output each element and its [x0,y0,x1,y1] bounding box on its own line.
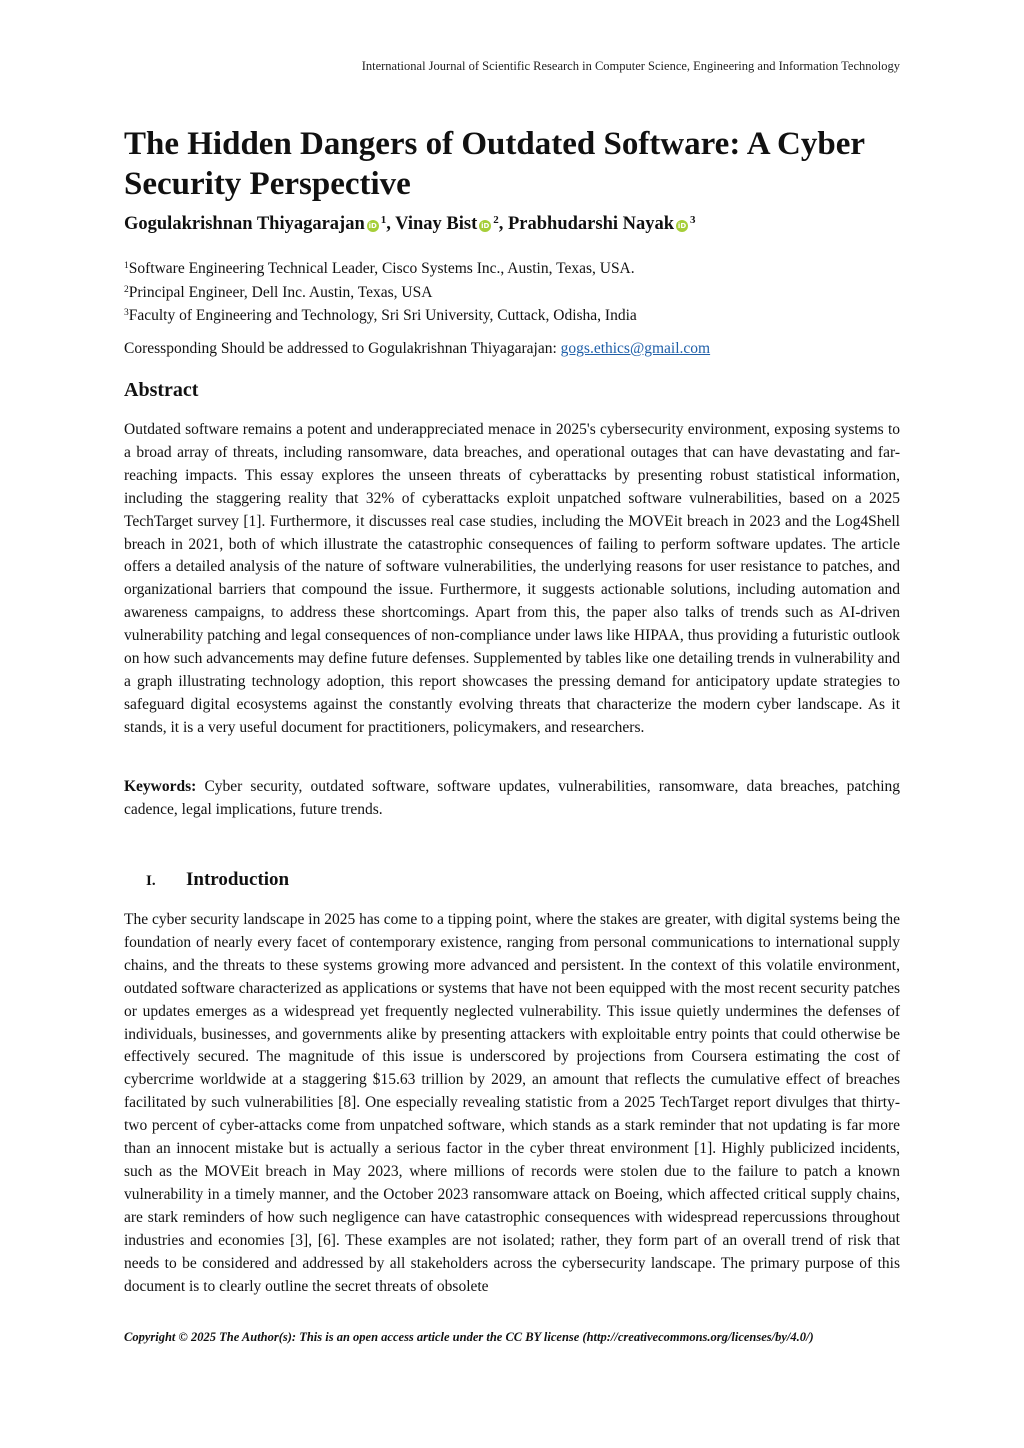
email-link[interactable]: gogs.ethics@gmail.com [560,340,711,357]
orcid-icon[interactable]: iD [368,222,377,230]
author-separator: , [386,214,396,234]
author-name: Prabhudarshi Nayak [508,214,675,234]
section-heading [146,869,289,891]
affiliation-number: 2 [124,284,129,295]
author-list [124,214,904,235]
affiliation-item [124,280,904,304]
correspondence-line [124,340,710,358]
author-name: Vinay Bist [395,214,478,234]
copyright-footer: Copyright © 2025 The Author(s): This is an open access article under the CC BY license (http://creativecommons.org/licenses/by/4.0/) [124,1330,814,1344]
affiliation-list [124,256,904,327]
correspondence-label: Coressponding Should be addressed to Gogulakrishnan Thiyagarajan: [124,340,561,357]
keywords-paragraph [124,776,900,822]
orcid-icon[interactable]: iD [481,222,490,230]
author-affiliation-number: 3 [690,214,696,226]
affiliation-text: Faculty of Engineering and Technology, Sri Sri University, Cuttack, Odisha, India [128,307,637,324]
section-number: I. [146,873,156,889]
keywords-label: Keywords: [124,778,197,795]
journal-header: International Journal of Scientific Research in Computer Science, Engineering and Information Technology [361,59,900,73]
section-title: Introduction [186,869,290,890]
author-name: Gogulakrishnan Thiyagarajan [124,214,365,234]
orcid-icon[interactable]: iD [677,222,687,230]
abstract-heading: Abstract [124,379,199,401]
abstract-body: Outdated software remains a potent and underappreciated menace in 2025's cybersecurity environment, exposing systems to a broad array of threats, including ransomware, data breaches, and operational outages that can have devastating and far-reaching impacts. This essay explores the unseen threats of cyberattacks by presenting robust statistical information, including the staggering reality that 32% of cyberattacks exploit unpatched software vulnerabilities, based on a 2025 TechTarget survey [1]. Furthermore, it discusses real case studies, including the MOVEit breach in 2023 and the Log4Shell breach in 2021, both of which illustrate the catastrophic consequences of failing to perform software updates. The article offers a detailed analysis of the nature of software vulnerabilities, the underlying reasons for user resistance to patches, and organizational barriers that compound the issue. Furthermore, it suggests actionable solutions, including automation and awareness campaigns, to address these shortcomings. Apart from this, the paper also talks of trends such as AI-driven vulnerability patching and legal consequences of non-compliance under laws like HIPAA, thus providing a futuristic outlook on how such advancements may define future defenses. Supplemented by tables like one detailing trends in vulnerability and a graph illustrating technology adoption, this report showcases the pressing demand for anticipatory update strategies to safeguard digital ecosystems against the constantly evolving threats that characterize the modern cyber landscape. As it stands, it is a very useful document for practitioners, policymakers, and researchers. [124,421,900,736]
affiliation-text: Software Engineering Technical Leader, Cisco Systems Inc., Austin, Texas, USA. [128,260,635,277]
affiliation-number: 3 [124,308,129,318]
keywords-text: Cyber security, outdated software, software updates, vulnerabilities, ransomware, data breaches, patching cadence, legal implications, future trends. [124,778,900,818]
author-separator: , [498,214,508,234]
author-affiliation-number: 2 [493,214,499,226]
affiliation-text: Principal Engineer, Dell Inc. Austin, Texas, USA [128,283,433,301]
affiliation-number: 1 [124,261,129,271]
paper-title: The Hidden Dangers of Outdated Software: A Cyber Security Perspective [124,126,865,202]
introduction-body: The cyber security landscape in 2025 has come to a tipping point, where the stakes are greater, with digital systems being the foundation of nearly every facet of contemporary existence, ranging from personal communications to international supply chains, and the threats to these systems growing more advanced and persistent. In the context of this volatile environment, outdated software characterized as applications or systems that have not been equipped with the most recent security patches or updates emerges as a widespread yet frequently neglected vulnerability. This issue quietly undermines the defenses of individuals, businesses, and governments alike by presenting attackers with exploitable entry points that could otherwise be effectively secured. The magnitude of this issue is underscored by projections from Coursera estimating the cost of cybercrime worldwide at a staggering $15.63 trillion by 2029, an amount that reflects the cumulative effect of breaches facilitated by such vulnerabilities [8]. One especially revealing statistic from a 2025 TechTarget report divulges that thirty-two percent of cyber-attacks come from unpatched software, which stands as a stark reminder that not updating is far more than an innocent mistake but is actually a serious factor in the cyber threat environment [1]. Highly publicized incidents, such as the MOVEit breach in May 2023, where millions of records were stolen due to the failure to patch a known vulnerability in a timely manner, and the October 2023 ransomware attack on Boeing, which affected critical supply chains, are stark reminders of how such negligence can have catastrophic consequences with widespread repercussions throughout industries and economies [3], [6]. These examples are not isolated; rather, they form part of an overall trend of risk that needs to be considered and addressed by all stakeholders across the cybersecurity landscape. The primary purpose of this document is to clearly outline the secret threats of obsolete [124,911,900,1295]
affiliation-item [124,256,904,280]
author-affiliation-number: 1 [380,214,387,226]
affiliation-item [124,303,904,327]
